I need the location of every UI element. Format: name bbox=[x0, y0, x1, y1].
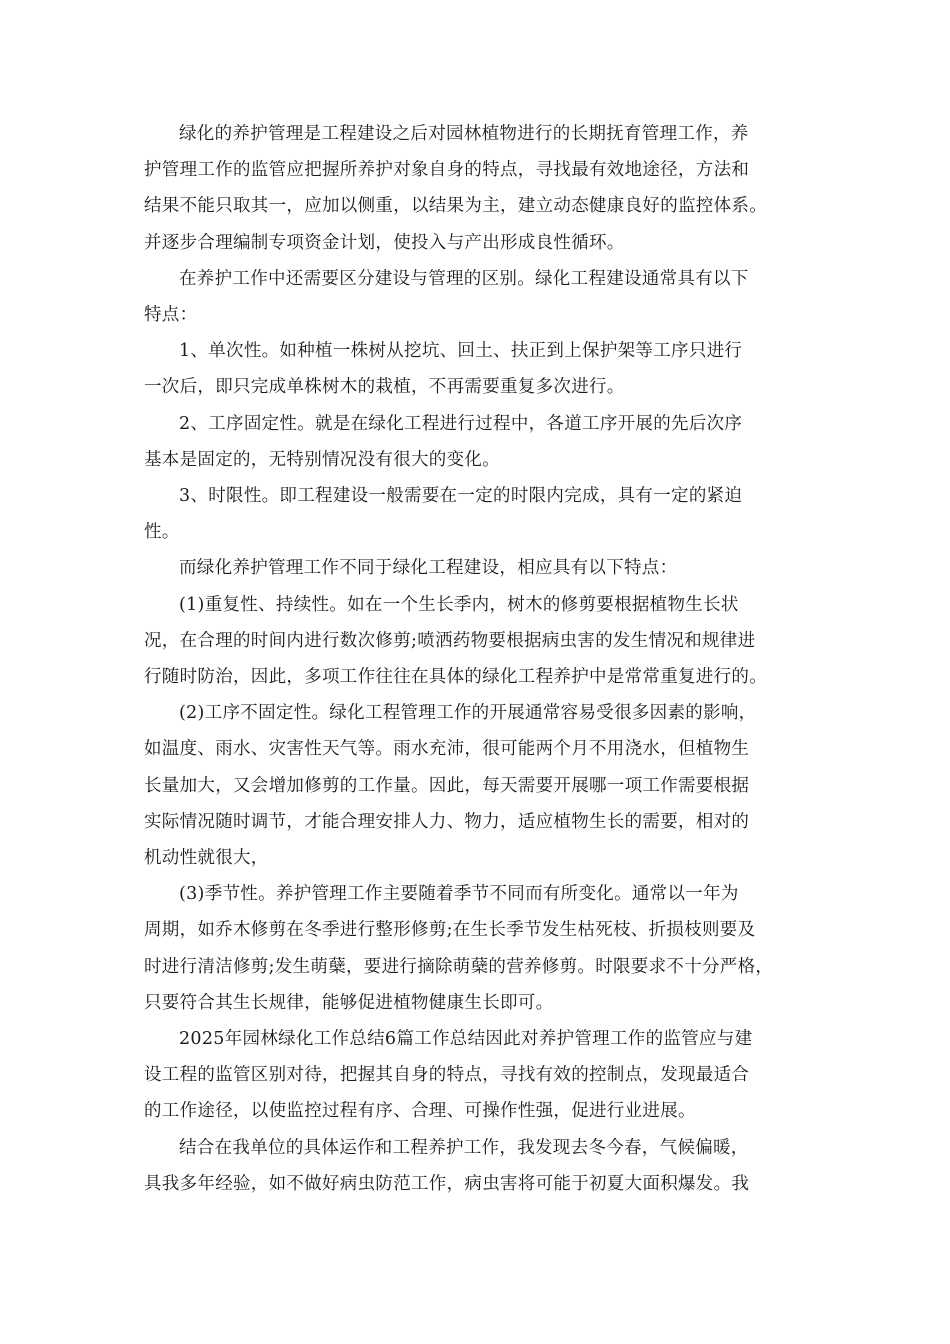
paragraph-maintenance-3: (3)季节性。养护管理工作主要随着季节不同而有所变化。通常以一年为 周期，如乔木修剪在冬季进行整形修剪;在生长季节发生枯死枝、折损枝则要及 时进行清洁修剪;发生萌蘖，要进行摘除萌蘖的营养修剪。时限要求不十分严格， 只要符合其生长规律，能够促进植物健康生长即可。 bbox=[144, 884, 774, 1013]
paragraph-feature-1: 1、单次性。如种植一株树从挖坑、回土、扶正到上保护架等工序只进行 一次后，即只完成单株树木的栽植，不再需要重复多次进行。 bbox=[144, 341, 743, 398]
paragraph-construction-features: 在养护工作中还需要区分建设与管理的区别。绿化工程建设通常具有以下 特点： bbox=[144, 268, 749, 326]
paragraph-maintenance-2: (2)工序不固定性。绿化工程管理工作的开展通常容易受很多因素的影响， 如温度、雨水、灾害性天气等。雨水充沛，很可能两个月不用浇水，但植物生 长量加大，又会增加修剪的工作量。因此，每天需要开展哪一项工作需要根据 实际情况随时调节，才能合理安排人力、物力，适应植物生长的需要，相对的 机动性就很大， bbox=[144, 703, 757, 869]
paragraph-feature-3: 3、时限性。即工程建设一般需要在一定的时限内完成，具有一定的紧迫 性。 bbox=[144, 486, 743, 543]
paragraph-feature-2: 2、工序固定性。就是在绿化工程进行过程中，各道工序开展的先后次序 基本是固定的，无特别情况没有很大的变化。 bbox=[144, 413, 743, 470]
paragraph-intro: 绿化的养护管理是工程建设之后对园林植物进行的长期抚育管理工作，养 护管理工作的监管应把握所养护对象自身的特点，寻找最有效地途径，方法和 结果不能只取其一，应加以侧重，以结果为主，建立动态健康良好的监控体系。 并逐步合理编制专项资金计划，使投入与产出形成良性循环。 bbox=[144, 124, 767, 253]
document-body bbox=[144, 116, 804, 1202]
paragraph-maintenance-features: 而绿化养护管理工作不同于绿化工程建设，相应具有以下特点： bbox=[179, 558, 678, 579]
paragraph-summary: 2025年园林绿化工作总结6篇工作总结因此对养护管理工作的监管应与建 设工程的监管区别对待，把握其自身的特点，寻找有效的控制点，发现最适合 的工作途径，以使监控过程有序、合理、可操作性强，促进行业进展。 bbox=[144, 1029, 753, 1122]
paragraph-maintenance-1: (1)重复性、持续性。如在一个生长季内，树木的修剪要根据植物生长状 况，在合理的时间内进行数次修剪;喷洒药物要根据病虫害的发生情况和规律进 行随时防治，因此，多项工作往往在具体的绿化工程养护中是常常重复进行的。 bbox=[144, 594, 767, 688]
paragraph-conclusion: 结合在我单位的具体运作和工程养护工作，我发现去冬今春，气候偏暖， 具我多年经验，如不做好病虫防范工作，病虫害将可能于初夏大面积爆发。我 bbox=[144, 1137, 750, 1194]
